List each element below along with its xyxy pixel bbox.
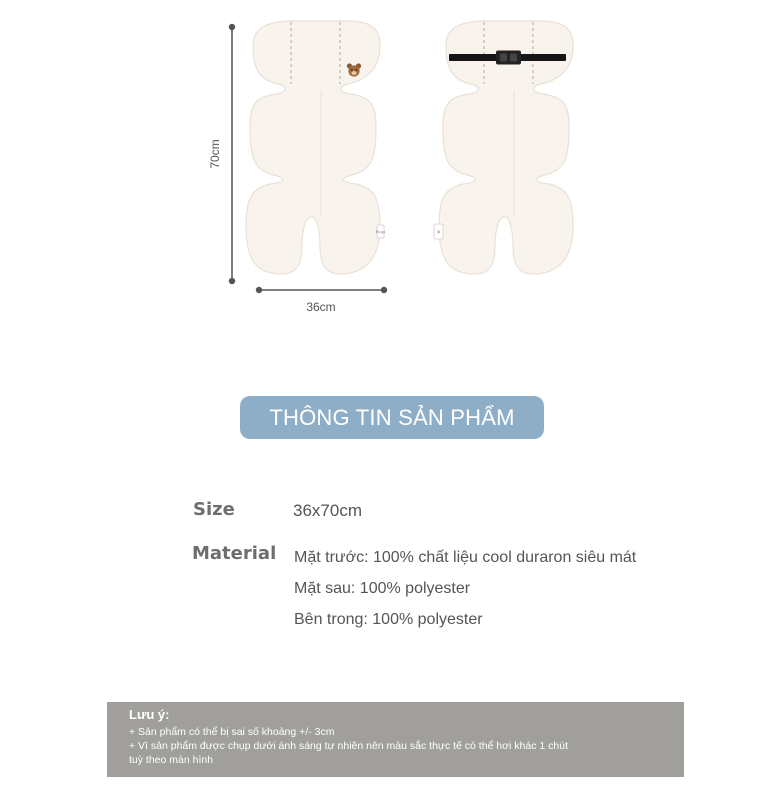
note-title: Lưu ý: [129,707,170,722]
material-back: Mặt sau: 100% polyester [294,580,471,597]
pad-front-view [246,21,385,274]
product-dimension-diagram [0,0,762,330]
material-label: Material [192,543,277,564]
pad-back-view [434,21,573,274]
size-label: Size [193,499,235,520]
size-value: 36x70cm [293,501,362,520]
product-info-title: THÔNG TIN SẢN PHẨM [269,404,515,430]
height-label: 70cm [208,139,222,169]
width-label: 36cm [306,300,336,314]
product-info-badge [240,396,544,439]
note-box [107,702,684,777]
material-front: Mặt trước: 100% chất liệu cool duraron siêu mát [294,549,637,566]
note-line-3: tuỳ theo màn hình [129,754,214,766]
height-dimension [208,24,235,284]
back-tag-text: > [436,230,441,236]
width-dimension [256,287,387,314]
front-tag-text: Ro.go [375,230,386,234]
note-line-2: + Vì sản phẩm được chụp dưới ánh sáng tự nhiên nên màu sắc thực tế có thể hơi khác 1 chút [129,740,568,752]
material-inner: Bên trong: 100% polyester [294,611,483,628]
note-line-1: + Sản phẩm có thể bị sai số khoảng +/- 3cm [129,726,335,738]
